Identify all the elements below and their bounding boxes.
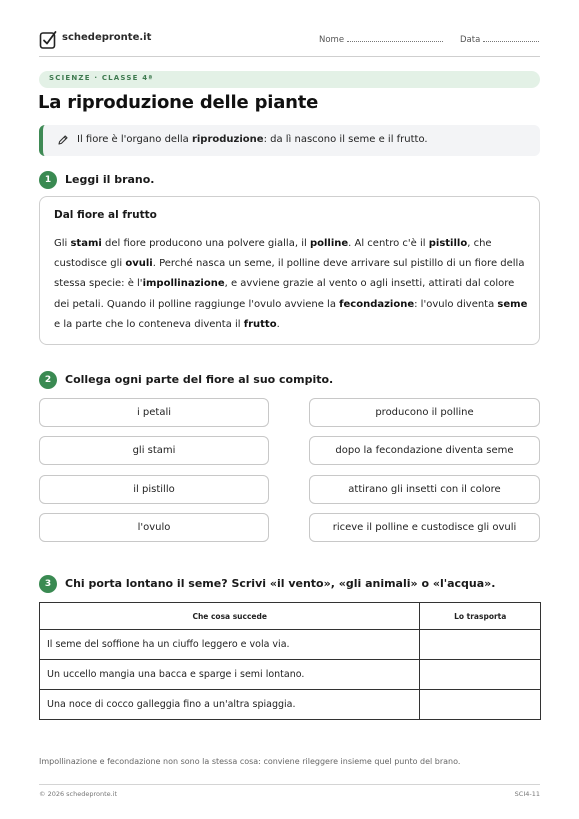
keyword: fecondazione: [339, 298, 415, 310]
match-right-item[interactable]: attirano gli insetti con il colore: [309, 475, 540, 504]
page-header: [39, 30, 540, 54]
table-row: [40, 660, 541, 690]
footer-divider: [39, 784, 540, 785]
answer-cell[interactable]: [420, 630, 541, 660]
reading-title: Dal fiore al frutto: [54, 209, 157, 221]
keyword: impollinazione: [142, 278, 225, 290]
copyright: © 2026 schedepronte.it: [39, 790, 118, 798]
match-left-item[interactable]: l'ovulo: [39, 513, 269, 542]
note-text: Il fiore è l'organo della riproduzione: da lì nascono il seme e il frutto.: [77, 134, 428, 145]
pencil-icon: [57, 134, 69, 146]
text-segment: , che custodisce gli: [54, 238, 492, 270]
exercise-instruction: Chi porta lontano il seme? Scrivi «il vento», «gli animali» o «l'acqua».: [65, 577, 496, 590]
column-header: Che cosa succede: [40, 603, 420, 630]
keyword: pistillo: [428, 238, 468, 249]
answer-cell[interactable]: [420, 660, 541, 690]
text-segment: , e avviene grazie al vento o agli insetti, attirati dal colore dei petali. Quando il polline raggiunge l'ovulo avviene la: [54, 278, 515, 310]
text-segment: .: [276, 318, 280, 330]
text-segment: del fiore producono una polvere gialla, il: [101, 238, 310, 249]
page-title: La riproduzione delle piante: [38, 92, 319, 113]
subject-banner: [39, 71, 540, 88]
match-right-item[interactable]: riceve il polline e custodisce gli ovuli: [309, 513, 540, 542]
situation-cell: Il seme del soffione ha un ciuffo leggero e vola via.: [40, 630, 420, 660]
teacher-footnote: Impollinazione e fecondazione non sono la stessa cosa: conviene rileggere insieme quel punto del brano.: [39, 757, 461, 766]
subject-label: SCIENZE · CLASSE 4ª: [49, 74, 154, 82]
text-segment: . Al centro c'è il: [348, 238, 429, 249]
name-label: Nome: [319, 35, 345, 45]
info-note: [39, 125, 540, 156]
step-number: 3: [39, 575, 57, 593]
table-header-row: [40, 603, 541, 630]
sheet-code: SCI4-11: [514, 790, 540, 798]
match-left-item[interactable]: i petali: [39, 398, 269, 427]
header-divider: [39, 56, 540, 57]
table-row: [40, 630, 541, 660]
name-field[interactable]: [319, 34, 443, 45]
text-segment: e la parte che lo conteneva diventa il: [54, 318, 244, 330]
keyword: frutto: [243, 318, 277, 330]
keyword: seme: [497, 298, 528, 310]
text-segment: : l'ovulo diventa: [414, 298, 498, 310]
keyword: ovuli: [125, 258, 153, 270]
date-label: Data: [460, 35, 481, 45]
table-row: [40, 690, 541, 720]
reading-box: [39, 196, 540, 345]
text-segment: Gli: [54, 238, 71, 249]
answer-cell[interactable]: [420, 690, 541, 720]
step-number: 2: [39, 371, 57, 389]
keyword: polline: [309, 238, 349, 249]
date-field[interactable]: [460, 34, 539, 45]
column-header: Lo trasporta: [420, 603, 541, 630]
match-left-item[interactable]: il pistillo: [39, 475, 269, 504]
reading-text: [54, 234, 530, 335]
match-right-item[interactable]: producono il polline: [309, 398, 540, 427]
match-right-item[interactable]: dopo la fecondazione diventa seme: [309, 436, 540, 465]
text-segment: . Perché nasca un seme, il polline deve arrivare sul pistillo di un fiore della stessa specie: è l': [54, 258, 525, 290]
step-number: 1: [39, 171, 57, 189]
checkbox-logo-icon: [39, 30, 57, 50]
seed-transport-table: [39, 602, 541, 720]
exercise-instruction: Leggi il brano.: [65, 173, 155, 186]
site-name: schedepronte.it: [62, 32, 152, 43]
keyword: stami: [70, 238, 102, 249]
exercise-instruction: Collega ogni parte del fiore al suo compito.: [65, 373, 334, 386]
match-left-item[interactable]: gli stami: [39, 436, 269, 465]
situation-cell: Una noce di cocco galleggia fino a un'altra spiaggia.: [40, 690, 420, 720]
situation-cell: Un uccello mangia una bacca e sparge i semi lontano.: [40, 660, 420, 690]
